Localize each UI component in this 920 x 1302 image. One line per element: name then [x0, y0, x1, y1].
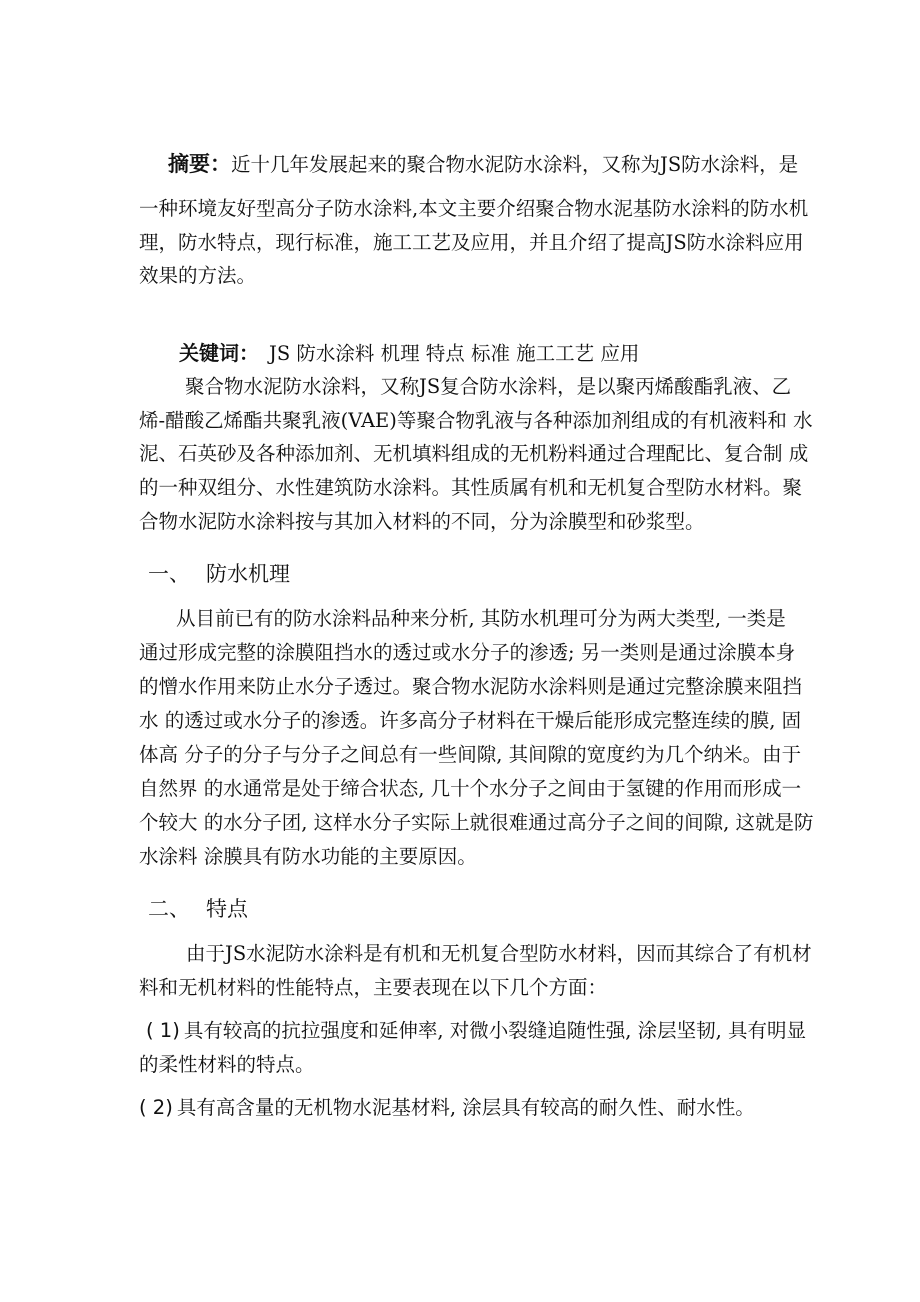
intro-line-4: 的一种双组分、水性建筑防水涂料。其性质属有机和无机复合型防水材料。聚 — [139, 476, 803, 499]
intro-line-1: 聚合物水泥防水涂料，又称JS复合防水涂料，是以聚丙烯酸酯乳液、乙 — [185, 375, 792, 398]
section-1-line-6: 自然界 的水通常是处于缔合状态, 几十个水分子之间由于氢键的作用而形成一 — [139, 777, 802, 800]
section-1-line-3: 的憎水作用来防止水分子透过。聚合物水泥防水涂料则是通过完整涂膜来阻挡 — [139, 675, 803, 698]
list-item-1-line-2: 的柔性材料的特点。 — [139, 1053, 315, 1076]
section-2-line-1: 由于JS水泥防水涂料是有机和无机复合型防水材料，因而其综合了有机材 — [186, 942, 812, 965]
section-2-number: 二、 — [148, 897, 190, 921]
abstract-line-1: 摘要：近十几年发展起来的聚合物水泥防水涂料，又称为JS防水涂料，是 — [168, 152, 799, 176]
section-1-line-1: 从目前已有的防水涂料品种来分析, 其防水机理可分为两大类型, 一类是 — [176, 607, 786, 630]
section-1-number: 一、 — [148, 562, 190, 586]
section-1-line-8: 水涂料 涂膜具有防水功能的主要原因。 — [139, 845, 477, 868]
list-item-1-line-1: ( 1) 具有较高的抗拉强度和延伸率, 对微小裂缝追随性强, 涂层坚韧, 具有明显 — [146, 1019, 807, 1042]
section-1-title: 防水机理 — [206, 562, 290, 586]
abstract-line-2: 一种环境友好型高分子防水涂料,本文主要介绍聚合物水泥基防水涂料的防水机 — [139, 197, 809, 220]
section-2-heading — [148, 897, 248, 921]
section-1-line-2: 通过形成完整的涂膜阻挡水的透过或水分子的渗透; 另一类则是通过涂膜本身 — [139, 641, 796, 664]
keywords-label: 关键词： — [179, 341, 259, 365]
keywords-text: JS 防水涂料 机理 特点 标准 施工工艺 应用 — [269, 342, 640, 365]
list-item-2-line-1: ( 2) 具有高含量的无机物水泥基材料, 涂层具有较高的耐久性、耐水性。 — [139, 1096, 755, 1119]
list-item-1-marker: ( 1) — [146, 1019, 180, 1042]
keywords-line — [179, 341, 639, 366]
abstract-line-3: 理，防水特点，现行标准，施工工艺及应用，并且介绍了提高JS防水涂料应用 — [139, 231, 804, 254]
section-1-line-4: 水 的透过或水分子的渗透。许多高分子材料在干燥后能形成完整连续的膜, 固 — [139, 709, 802, 732]
abstract-line-4: 效果的方法。 — [139, 264, 257, 287]
intro-line-2: 烯-醋酸乙烯酯共聚乳液(VAE)等聚合物乳液与各种添加剂组成的有机液料和 水 — [139, 409, 813, 432]
abstract-label: 摘要： — [168, 152, 231, 176]
section-2-line-2: 料和无机材料的性能特点，主要表现在以下几个方面： — [139, 976, 608, 999]
list-item-2-marker: ( 2) — [139, 1096, 173, 1119]
section-1-line-7: 个较大 的水分子团, 这样水分子实际上就很难通过高分子之间的间隙, 这就是防 — [139, 811, 814, 834]
section-1-line-5: 体高 分子的分子与分子之间总有一些间隙, 其间隙的宽度约为几个纳米。由于 — [139, 743, 802, 766]
intro-line-5: 合物水泥防水涂料按与其加入材料的不同，分为涂膜型和砂浆型。 — [139, 510, 705, 533]
section-1-heading — [148, 562, 290, 586]
section-2-title: 特点 — [206, 897, 248, 921]
intro-line-3: 泥、石英砂及各种添加剂、无机填料组成的无机粉料通过合理配比、复合制 成 — [139, 442, 809, 465]
